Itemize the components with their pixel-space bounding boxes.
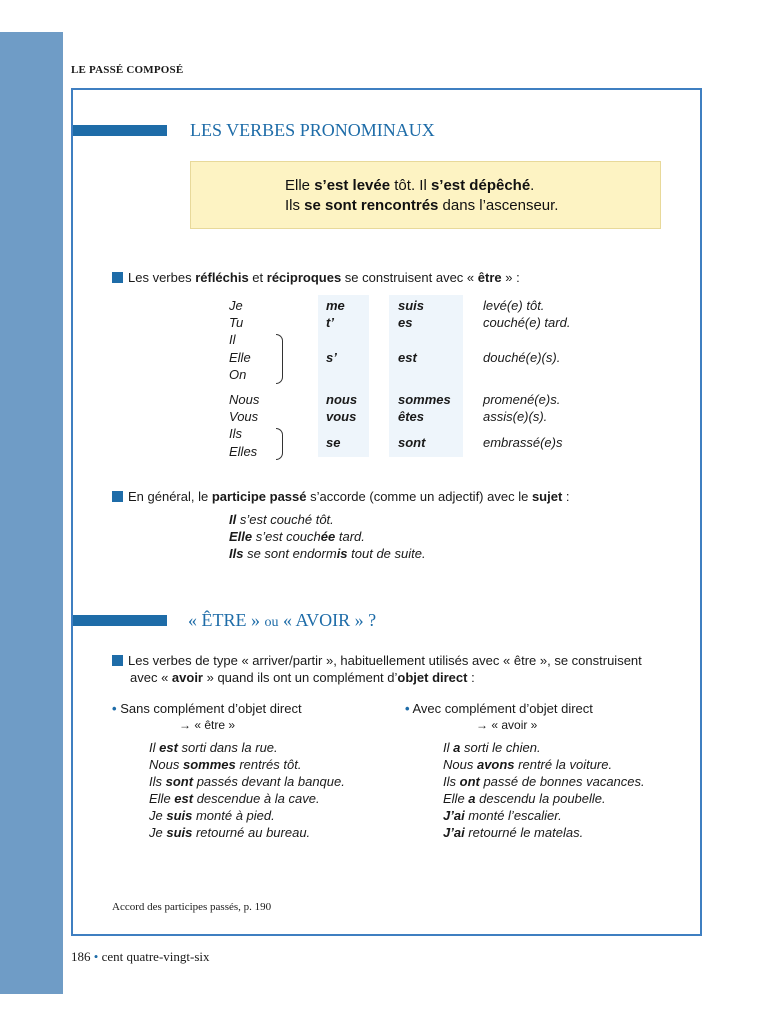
- text-segment: Elle: [443, 791, 469, 806]
- text-segment: sorti le chien.: [460, 740, 541, 755]
- avoir-example: [443, 774, 645, 789]
- avoir-example: [443, 757, 612, 772]
- text-segment: :: [467, 670, 475, 685]
- page-number: 186 • cent quatre-vingt-six: [71, 949, 210, 964]
- text-segment: suis: [166, 808, 193, 823]
- text-segment: s’est couch: [252, 529, 321, 544]
- participle: embrassé(e)s: [483, 435, 563, 450]
- text-segment: Je: [149, 808, 167, 823]
- section-bar: [73, 615, 167, 626]
- text-segment: monté l’escalier.: [464, 808, 562, 823]
- reflexive-pronoun: se: [326, 435, 341, 450]
- text-segment: Elle: [229, 529, 253, 544]
- reflexive-pronoun: vous: [326, 409, 357, 424]
- agreement-example: [229, 512, 334, 527]
- text-segment: Ils: [229, 546, 244, 561]
- text-segment: passés devant la banque.: [193, 774, 345, 789]
- rule-etre-avoir: [112, 652, 642, 686]
- avoir-example: [443, 825, 583, 840]
- auxiliary: êtes: [398, 409, 425, 424]
- example-line: [285, 177, 534, 194]
- text-segment: rentré la voiture.: [514, 757, 613, 772]
- square-bullet-icon: [112, 272, 123, 283]
- participle: couché(e) tard.: [483, 315, 571, 330]
- text-segment: dans l’ascenseur.: [438, 197, 559, 214]
- text-segment: tard.: [335, 529, 365, 544]
- auxiliary: es: [398, 315, 413, 330]
- avoir-example: [443, 808, 562, 823]
- pronoun: Elle: [229, 350, 251, 365]
- section-title-etre-avoir: « ÊTRE » ou « AVOIR » ?: [188, 610, 377, 630]
- rule-reflexive: [112, 269, 520, 286]
- text-segment: sont: [165, 774, 194, 789]
- text-segment: Il: [229, 512, 237, 527]
- text-segment: est: [174, 791, 194, 806]
- square-bullet-icon: [112, 655, 123, 666]
- text-segment: monté à pied.: [192, 808, 275, 823]
- text-segment: a: [468, 791, 476, 806]
- text-segment: retourné le matelas.: [464, 825, 584, 840]
- text-segment: avoir: [171, 670, 203, 685]
- text-segment: se construisent avec «: [341, 270, 478, 285]
- text-segment: Ils: [285, 197, 305, 214]
- avoir-example: [443, 740, 541, 755]
- example-line: [285, 197, 558, 214]
- pronoun: Il: [229, 332, 236, 347]
- etre-example: [149, 808, 275, 823]
- etre-example: [149, 825, 310, 840]
- text-segment: ée: [320, 529, 336, 544]
- reflexive-pronoun: me: [326, 298, 345, 313]
- pronoun: On: [229, 367, 247, 382]
- text-segment: rentrés tôt.: [235, 757, 302, 772]
- text-segment: ont: [459, 774, 480, 789]
- text-segment: Nous: [149, 757, 183, 772]
- auxiliary: suis: [398, 298, 425, 313]
- text-segment: se sont rencontrés: [304, 197, 439, 214]
- text-segment: retourné au bureau.: [192, 825, 311, 840]
- agreement-example: [229, 546, 426, 561]
- text-segment: réciproques: [266, 270, 342, 285]
- text-segment: Il: [443, 740, 454, 755]
- page-side-band: [0, 32, 63, 994]
- text-segment: descendue à la cave.: [193, 791, 320, 806]
- text-segment: s’est levée: [314, 177, 391, 194]
- text-segment: sujet: [531, 489, 563, 504]
- text-segment: Elle: [149, 791, 175, 806]
- text-segment: descendu la poubelle.: [475, 791, 606, 806]
- text-segment: est: [159, 740, 178, 755]
- text-segment: tôt. Il: [390, 177, 431, 194]
- text-segment: Les verbes: [128, 270, 196, 285]
- text-segment: être: [477, 270, 502, 285]
- reflexive-pronoun: nous: [326, 392, 358, 407]
- participle: douché(e)(s).: [483, 350, 561, 365]
- etre-example: [149, 757, 301, 772]
- bullet-dot-icon: •: [112, 701, 117, 716]
- section-title-pronominaux: LES VERBES PRONOMINAUX: [190, 120, 435, 140]
- text-segment: J’ai: [443, 808, 465, 823]
- pronoun: Ils: [229, 426, 242, 441]
- participle: levé(e) tôt.: [483, 298, 545, 313]
- brace: [276, 428, 283, 460]
- text-segment: Je: [149, 825, 167, 840]
- text-segment: passé de bonnes vacances.: [479, 774, 645, 789]
- reflexive-pronoun: t’: [326, 315, 334, 330]
- text-segment: s’est dépêché: [430, 177, 531, 194]
- text-segment: .: [530, 177, 535, 194]
- cross-reference: Accord des participes passés, p. 190: [112, 901, 272, 913]
- participle: promené(e)s.: [483, 392, 561, 407]
- text-segment: » quand ils ont un complément d’: [203, 670, 398, 685]
- text-segment: s’est couché tôt.: [236, 512, 334, 527]
- section-bar: [73, 125, 167, 136]
- text-segment: et: [248, 270, 267, 285]
- pronoun: Tu: [229, 315, 244, 330]
- pronoun: Vous: [229, 409, 259, 424]
- text-segment: Elle: [285, 177, 315, 194]
- bullet-dot-icon: •: [405, 701, 410, 716]
- etre-example: [149, 791, 320, 806]
- pronoun: Elles: [229, 444, 258, 459]
- auxiliary: sont: [398, 435, 426, 450]
- text-segment: Ils: [149, 774, 166, 789]
- text-segment: sorti dans la rue.: [177, 740, 278, 755]
- text-segment: se sont endorm: [243, 546, 337, 561]
- arrow-etre: → « être »: [179, 718, 236, 732]
- text-segment: Il: [149, 740, 160, 755]
- example-box: [190, 161, 661, 229]
- square-bullet-icon: [112, 491, 123, 502]
- text-segment: suis: [166, 825, 193, 840]
- text-segment: J’ai: [443, 825, 465, 840]
- etre-example: [149, 740, 278, 755]
- running-head: LE PASSÉ COMPOSÉ: [71, 64, 184, 76]
- text-segment: Les verbes de type « arriver/partir », habituellement utilisés avec « être », se construisent: [128, 653, 642, 668]
- text-segment: s’accorde (comme un adjectif) avec le: [306, 489, 532, 504]
- text-segment: réfléchis: [195, 270, 249, 285]
- etre-example: [149, 774, 345, 789]
- text-segment: En général, le: [128, 489, 212, 504]
- avoir-example: [443, 791, 606, 806]
- participle: assis(e)(s).: [483, 409, 548, 424]
- reflexive-pronoun: s’: [326, 350, 337, 365]
- text-segment: sommes: [182, 757, 236, 772]
- text-segment: tout de suite.: [347, 546, 426, 561]
- arrow-avoir: → « avoir »: [476, 718, 538, 732]
- text-segment: is: [336, 546, 348, 561]
- text-segment: » :: [501, 270, 520, 285]
- column-heading-right: • Avec complément d’objet direct: [405, 701, 593, 716]
- column-heading-left: • Sans complément d’objet direct: [112, 701, 302, 716]
- text-segment: :: [562, 489, 570, 504]
- agreement-example: [229, 529, 365, 544]
- rule-agreement: [112, 488, 570, 505]
- text-segment: objet direct: [397, 670, 468, 685]
- brace: [276, 334, 283, 384]
- text-segment: avec «: [130, 670, 172, 685]
- auxiliary: est: [398, 350, 417, 365]
- text-segment: participe passé: [211, 489, 307, 504]
- text-segment: Ils: [443, 774, 460, 789]
- text-segment: Nous: [443, 757, 477, 772]
- text-segment: avons: [476, 757, 515, 772]
- pronoun: Je: [229, 298, 243, 313]
- text-segment: a: [453, 740, 461, 755]
- pronoun: Nous: [229, 392, 260, 407]
- auxiliary: sommes: [398, 392, 451, 407]
